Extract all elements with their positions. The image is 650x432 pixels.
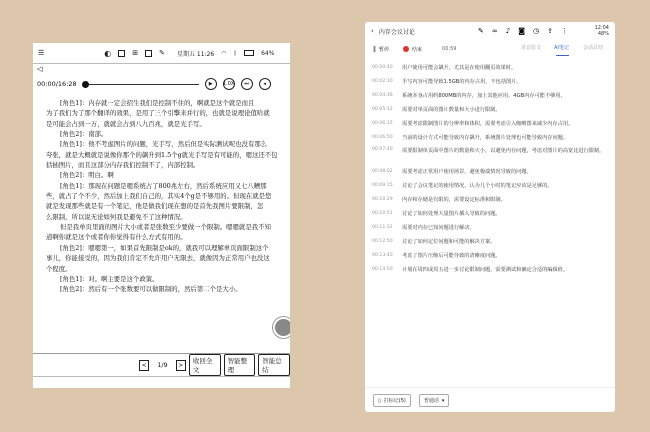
transcript-line: 括插图片，而且这部分内存我们控制不了，内部控制。 [46,161,200,170]
note-row[interactable] [372,192,612,206]
transcript-line: 是可能会占到一万，就就会占到八九百兆，就是光手写。 [46,119,206,128]
transcript-line: 但是我单页里面的图片大小或者是张数至少要做一个限制。嗯嗯就是我不知 [60,223,271,232]
note-row[interactable] [372,74,612,88]
note-timestamp: 00:00:40 [372,64,393,70]
elapsed-time: 00:59 [442,46,457,52]
tab-ai-notes[interactable]: AI笔记 [554,45,569,51]
note-text: 考虑了图片压缩后可能导致的清晰度问题。 [402,252,501,259]
transcript-line: 些，就占了个不少，然后加上我们自己的，其实4个g是不够用的。但现在就是您 [46,192,272,201]
note-row[interactable] [372,60,612,74]
note-timestamp: 00:06:50 [372,134,393,140]
link-icon[interactable]: ∞ [491,27,498,35]
left-battery-text: 64% [261,49,275,57]
note-row[interactable] [372,234,612,248]
floating-action-button[interactable] [273,317,290,338]
chevron-down-icon: ▾ [441,397,445,404]
transcript-line: 为了我们为了那个翻译的效果，是用了三个引擎来并行的，也就是说理论值哈就 [46,109,270,118]
contrast-icon[interactable]: ◐ [104,48,112,58]
transcript-line: 就是发现那些就是有一个笔记，他是做我们现在想的是首先我图片要限制，怎 [46,202,264,211]
more-icon[interactable]: ⋮ [560,27,568,35]
right-device-screen [365,22,615,412]
note-row[interactable] [372,248,612,262]
transcript-line: [角色1]：对。啊主要是这个政策。 [60,274,159,283]
tab-summary[interactable]: 会话总结 [583,45,604,51]
note-timestamp: 00:08:02 [372,168,393,174]
note-text: 需要限制单页面中图片的数量和大小，以避免内存问题，考虑对图片的高宽比进行限制。 [402,148,605,154]
prev-page-icon[interactable]: < [139,360,149,371]
note-text: 需要考虑限制图片的分辨率和体积，需要考虑引入缩略图来减少内存占用。 [402,120,574,127]
note-timestamp: 00:04:36 [372,92,393,98]
note-timestamp: 00:10:51 [372,210,393,216]
note-row[interactable] [372,102,612,116]
mark-label: 打标记(5) [383,398,406,404]
timer-icon[interactable]: ◷ [532,27,540,35]
mic-icon[interactable]: ♪ [505,27,511,35]
window-icon[interactable] [118,50,125,57]
note-timestamp: 00:09:15 [372,182,393,188]
bluetooth-icon: ᛒ [233,49,238,57]
note-text: 需要对单页面的图片数量和大小进行限制。 [402,106,501,113]
note-timestamp: 00:05:12 [372,106,393,112]
grid-icon[interactable]: ⊞ [132,49,139,57]
next-page-icon[interactable]: > [176,360,186,371]
back-chevron-icon[interactable]: ‹ [371,27,374,35]
right-battery: 48% [597,31,609,37]
left-status-time: 星期五 11:26 [177,50,215,58]
note-timestamp: 00:14:50 [372,266,393,272]
note-timestamp: 00:11:32 [372,224,393,230]
volume-icon[interactable]: ◂ [259,78,271,90]
mark-button[interactable] [373,394,411,407]
note-text: 需要对内存已知问题进行解决。 [402,224,475,231]
menu-icon[interactable]: ☰ [38,49,45,57]
left-device-screen [33,43,290,388]
note-row[interactable] [372,262,612,276]
transcript-line: [角色2]：然后有一个张数要可以做限制的，然后第二个是大小。 [60,285,242,294]
left-footer-bar [33,353,290,377]
recording-toolbar [365,42,615,56]
collapse-text-button[interactable]: 收回全文 [189,354,221,376]
right-time: 12:04 [594,25,609,31]
note-text: 讨论了如何定位问题和可能的解决方案。 [402,238,496,245]
speed-button[interactable]: 1.0X [223,78,235,90]
transcript-line: [角色2]：明白。啊 [60,171,114,180]
language-select[interactable] [419,394,450,407]
note-timestamp: 00:12:50 [372,238,393,244]
play-icon[interactable]: ▶ [205,78,217,90]
note-text: 讨论了如何处理大量图片插入导致的问题。 [402,210,501,217]
camera-icon[interactable]: ◙ [518,27,525,35]
finish-label[interactable]: 结束 [412,46,423,53]
screenshot-icon[interactable] [145,50,152,57]
note-timestamp: 00:06:15 [372,120,393,126]
wifi-icon: ◠ [221,49,227,57]
note-timestamp: 00:13:40 [372,252,393,258]
right-footer [365,387,615,412]
transcript-line: [角色1]：内存就一定会招生我们是控制不住的，啊就是这个就是而且 [60,99,255,107]
transcript-line: 么限制，所以说无论如何我是避免不了这种情况。 [46,212,187,221]
note-row[interactable] [372,144,612,164]
transcript-line: [角色1]：那现在问题是嗯系统占了800兆左右，然后系统应用又七八糟那 [60,181,267,190]
transcript-line: [角色2]：南部。 [60,130,108,139]
note-row[interactable] [372,220,612,234]
page-indicator: 1/9 [157,361,168,369]
meeting-title: 内存会议讨论 [378,28,415,36]
note-text: 当前的设计方式可能导致内存飙升，系统图片处理也可能导致内存问题。 [402,134,569,141]
note-row[interactable] [372,116,612,130]
note-text: 手写内容可能导致1.5GB的内存占用，不包括图片。 [402,78,522,85]
language-label: 普通话 [423,398,439,404]
note-timestamp: 00:07:40 [372,147,393,152]
player-progress-track[interactable] [83,84,199,85]
transcript-line: 事儿，你能接受的，因为我们肯定不允许用户无限去，就像因为正常用户也没这 [46,254,270,263]
note-row[interactable] [372,164,612,178]
back-icon[interactable]: ◁ [37,65,43,73]
battery-icon [244,50,254,56]
skip-icon[interactable]: ⏭ [241,78,253,90]
left-status-bar [33,43,290,64]
pause-icon[interactable]: ‖ [373,45,376,53]
note-text: 系统本身占用约800MB的内存，加上其他应用，4GB内存可能不够用。 [402,92,566,99]
note-row[interactable] [372,130,612,144]
pen-icon[interactable]: ✎ [478,27,484,35]
share-icon[interactable]: ⇪ [547,27,553,35]
tab-underline [556,55,569,56]
note-text: 用户使用可能会飙升，尤其是在使用翻页效果时。 [402,64,517,71]
note-timestamp: 00:10:29 [372,196,393,202]
smart-organize-button[interactable]: 智能整理 [224,354,256,376]
audio-player [37,76,287,92]
note-text: 需要考虑正常用户使用场景，避免极端情况导致的问题。 [402,168,532,175]
note-text: 讨论了会议笔记的使用情况，认为几个小时的笔记应该是足够的。 [402,182,553,189]
note-text: 内存和存储是有限的，需要设定标准和限制。 [402,196,506,203]
player-progress-knob[interactable] [82,81,89,88]
note-row[interactable] [372,206,612,220]
right-clock [595,25,609,37]
pause-label[interactable]: 暂停 [379,46,390,53]
transcript-line: 个程度。 [46,264,72,273]
smart-summary-button[interactable]: 智能总结 [258,354,290,376]
stylus-icon[interactable]: ✎ [159,49,166,57]
transcript-line: [角色1]：他不考虑图片的问题，光手写，然后但是实际测试呢也没有那么 [60,140,268,149]
note-timestamp: 00:02:10 [372,78,393,84]
transcript-line: 夸张，就是大概就是说像你那个的飙升到1.5个g就光手写是有可能的，嗯这还不包 [46,150,278,159]
note-row[interactable] [372,178,612,192]
transcript-line: 道啊你就是这个或者你你觉得有什么方式有用的。 [46,233,187,242]
bookmark-icon: ▯ [378,397,381,404]
transcript-text [46,98,278,295]
ai-notes-list [372,60,612,276]
transcript-line: [角色2]：嗯嗯第一，如果首先限制是ok的，就我可以理解单页面限制这个 [60,243,269,252]
right-toolbar-icons [478,27,568,35]
note-text: 计划在周四或周五进一步讨论限制问题，需要测试和确定合适的编辑值。 [402,266,569,273]
stop-record-icon[interactable] [403,46,409,52]
note-row[interactable] [372,88,612,102]
tab-transcript[interactable]: 录音原文 [521,45,542,51]
player-time: 00:00/16:28 [37,80,77,88]
